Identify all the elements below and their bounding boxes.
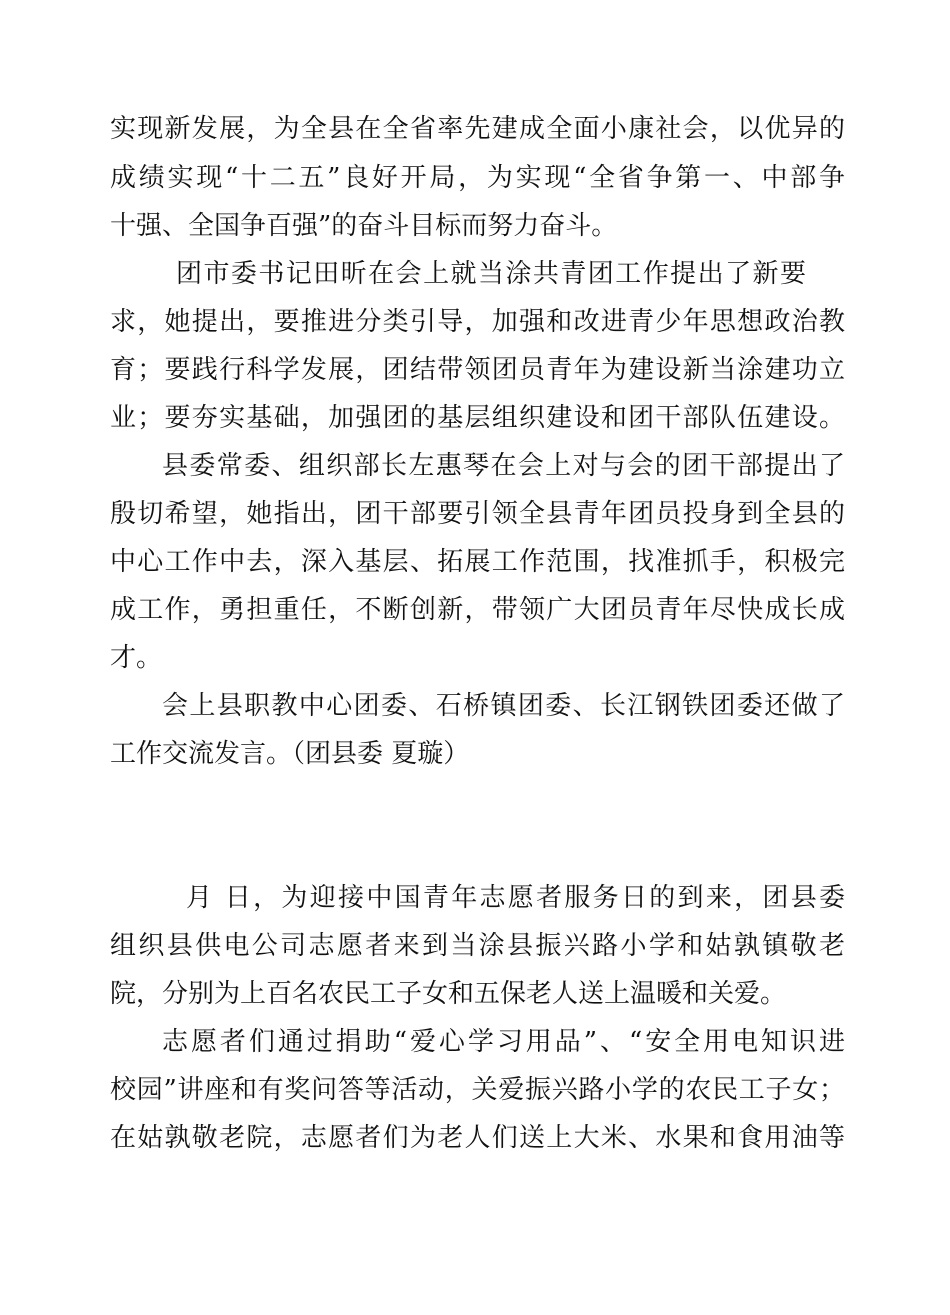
paragraph-line: 组织县供电公司志愿者来到当涂县振兴路小学和姑孰镇敬老 (110, 931, 845, 961)
paragraph-line: 中心工作中去，深入基层、拓展工作范围，找准抓手，积极完 (110, 547, 845, 577)
paragraph-line: 实现新发展，为全县在全省率先建成全面小康社会，以优异的 (110, 114, 845, 144)
paragraph-line: 十强、全国争百强”的奋斗目标而努力奋斗。 (110, 211, 618, 241)
paragraph-line: 成工作，勇担重任，不断创新，带领广大团员青年尽快成长成 (110, 595, 845, 625)
paragraph-line: 工作交流发言。（团县委 夏璇） (110, 739, 470, 769)
paragraph-line: 院，分别为上百名农民工子女和五保老人送上温暖和关爱。 (110, 979, 787, 1009)
paragraph-line: 在姑孰敬老院，志愿者们为老人们送上大米、水果和食用油等 (110, 1123, 845, 1153)
paragraph-line: 月 日，为迎接中国青年志愿者服务日的到来，团县委 (186, 883, 845, 913)
paragraph-line: 县委常委、组织部长左惠琴在会上对与会的团干部提出了 (162, 451, 845, 481)
paragraph-line: 殷切希望，她指出，团干部要引领全县青年团员投身到全县的 (110, 499, 845, 529)
paragraph-line: 成绩实现“十二五”良好开局，为实现“全省争第一、中部争 (110, 163, 845, 193)
paragraph-line: 业；要夯实基础，加强团的基层组织建设和团干部队伍建设。 (110, 403, 845, 433)
paragraph-line: 育；要践行科学发展，团结带领团员青年为建设新当涂建功立 (110, 355, 845, 385)
paragraph-line: 团市委书记田昕在会上就当涂共青团工作提出了新要 (176, 259, 806, 289)
paragraph-line: 校园”讲座和有奖问答等活动，关爱振兴路小学的农民工子女； (110, 1075, 845, 1105)
paragraph-line: 才。 (110, 643, 163, 673)
section-heading (110, 832, 197, 862)
paragraph-line: 求，她提出，要推进分类引导，加强和改进青少年思想政治教 (110, 307, 845, 337)
paragraph-line: 志愿者们通过捐助“爱心学习用品”、“安全用电知识进 (162, 1027, 845, 1057)
paragraph-line: 会上县职教中心团委、石桥镇团委、长江钢铁团委还做了 (162, 691, 845, 721)
